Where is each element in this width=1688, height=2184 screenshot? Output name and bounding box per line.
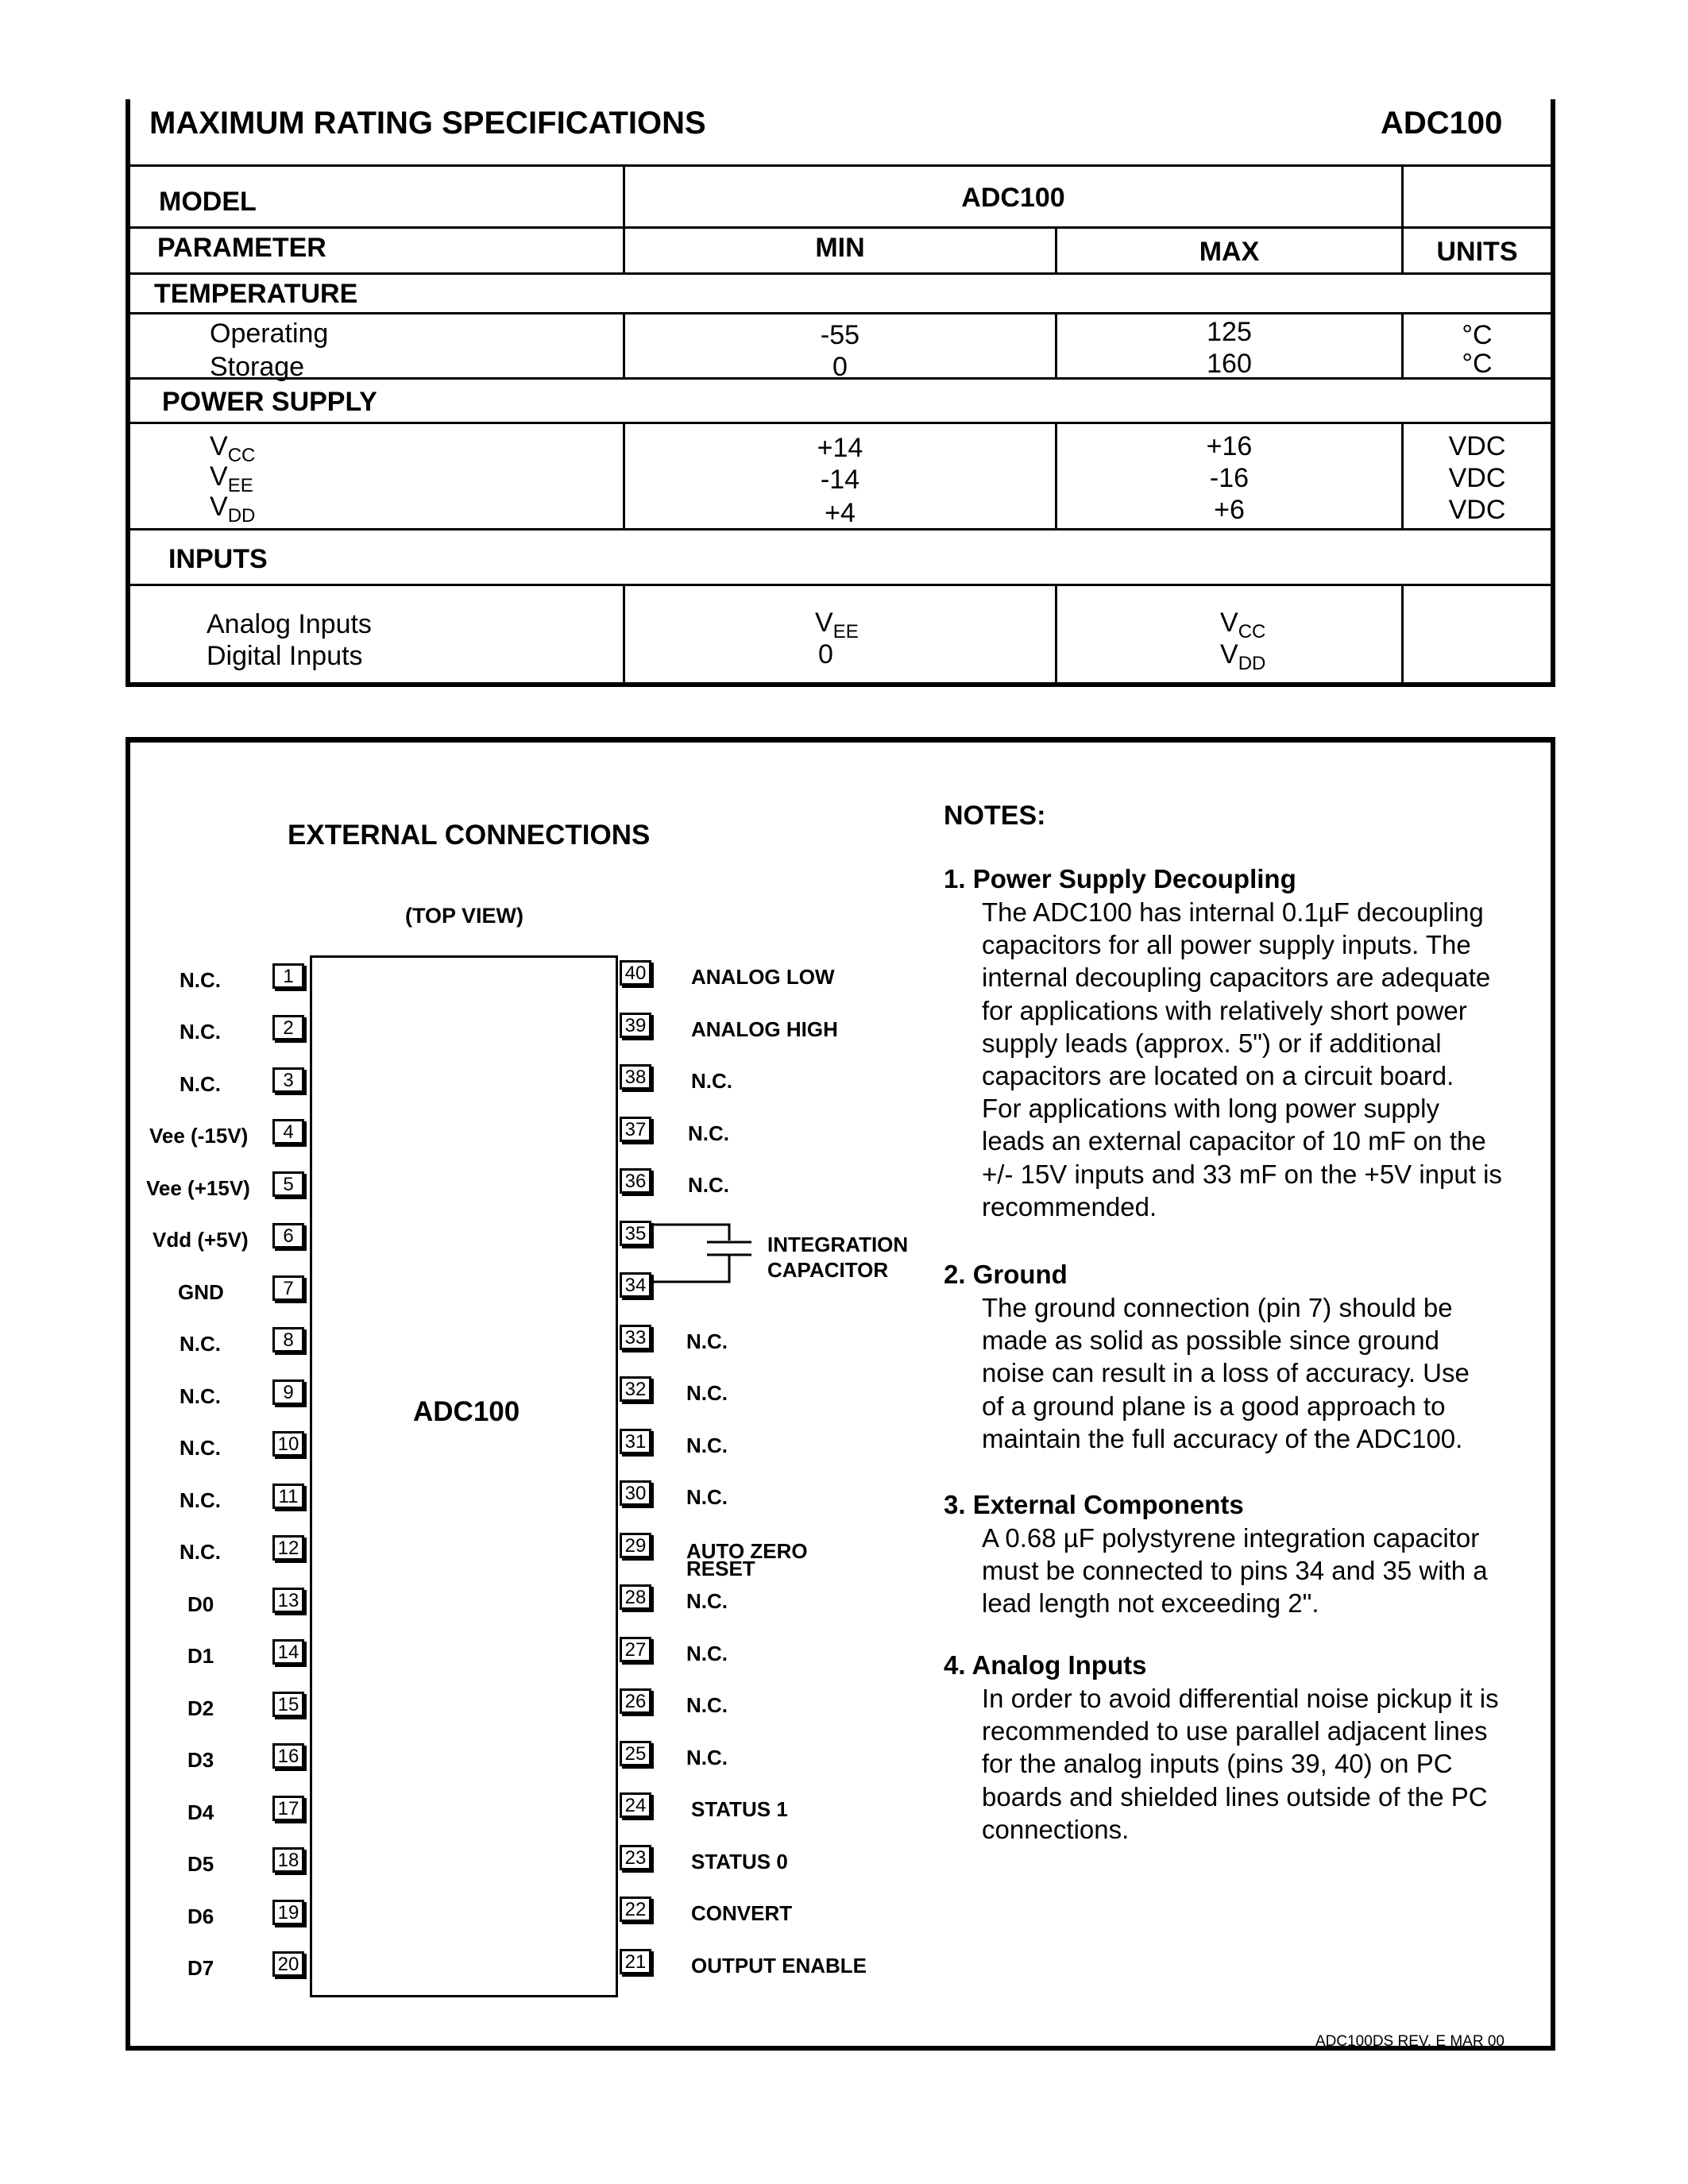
pin-3-label: N.C. <box>180 1072 221 1096</box>
integration-capacitor-symbol <box>651 1215 771 1302</box>
vdd-min: +4 <box>825 498 856 528</box>
pin-21-label: OUTPUT ENABLE <box>691 1954 867 1978</box>
storage-max: 160 <box>1207 349 1252 379</box>
note-4-line: connections. <box>982 1815 1130 1844</box>
pin-36-label: N.C. <box>688 1173 729 1197</box>
note-1-line: for applications with relatively short power <box>982 996 1467 1025</box>
pin-34: 34 <box>620 1272 651 1298</box>
pin-32-label: N.C. <box>686 1381 728 1405</box>
pin-39: 39 <box>620 1013 651 1038</box>
pin-18-label: D5 <box>187 1852 214 1876</box>
note-3-heading: 3. External Components <box>944 1490 1244 1519</box>
vcc-min: +14 <box>817 433 863 463</box>
pin-10: 10 <box>272 1431 304 1457</box>
note-2-heading: 2. Ground <box>944 1260 1068 1289</box>
pin-7-label: GND <box>178 1280 224 1304</box>
pin-10-label: N.C. <box>180 1436 221 1460</box>
note-1-line: +/- 15V inputs and 33 mF on the +5V input is <box>982 1160 1502 1189</box>
note-2-line: noise can result in a loss of accuracy. Use <box>982 1358 1470 1387</box>
col-max: MAX <box>1199 237 1260 267</box>
pin-7: 7 <box>272 1275 304 1301</box>
note-3-line: lead length not exceeding 2". <box>982 1588 1319 1618</box>
note-3-line: A 0.68 µF polystyrene integration capacitor <box>982 1523 1480 1553</box>
pin-16: 16 <box>272 1743 304 1769</box>
note-2-line: maintain the full accuracy of the ADC100. <box>982 1424 1463 1453</box>
note-2-line: made as solid as possible since ground <box>982 1325 1440 1355</box>
digital-inputs-label: Digital Inputs <box>207 641 363 671</box>
row-storage-label: Storage <box>210 352 305 382</box>
note-1-line: capacitors are located on a circuit board. <box>982 1061 1454 1090</box>
pin-40-label: ANALOG LOW <box>691 965 835 989</box>
top-view-label: (TOP VIEW) <box>405 904 524 928</box>
pin-1: 1 <box>272 963 304 989</box>
note-1-heading: 1. Power Supply Decoupling <box>944 864 1296 893</box>
pin-6-label: Vdd (+5V) <box>153 1228 249 1252</box>
note-3-line: must be connected to pins 34 and 35 with a <box>982 1556 1488 1585</box>
operating-min: -55 <box>820 320 860 350</box>
vee-label: $V_{EE}$ <box>210 461 253 496</box>
pin-2-label: N.C. <box>180 1020 221 1044</box>
row-operating-label: Operating <box>210 318 329 349</box>
note-4-heading: 4. Analog Inputs <box>944 1650 1147 1680</box>
pin-29: 29 <box>620 1533 651 1558</box>
pin-12-label: N.C. <box>180 1540 221 1564</box>
note-4-line: In order to avoid differential noise pickup it is <box>982 1684 1499 1713</box>
pin-28-label: N.C. <box>686 1589 728 1613</box>
model-value: ADC100 <box>961 183 1065 213</box>
pin-28: 28 <box>620 1584 651 1610</box>
pin-12: 12 <box>272 1535 304 1561</box>
pin-11-label: N.C. <box>180 1488 221 1512</box>
pin-23-label: STATUS 0 <box>691 1850 788 1873</box>
pin-30-label: N.C. <box>686 1485 728 1509</box>
vdd-units: VDC <box>1448 495 1506 525</box>
section-temperature: TEMPERATURE <box>154 279 358 309</box>
digital-inputs-min: 0 <box>818 639 833 669</box>
pin-18: 18 <box>272 1847 304 1873</box>
section-inputs: INPUTS <box>168 544 268 574</box>
pin-25-label: N.C. <box>686 1746 728 1769</box>
chip-label: ADC100 <box>413 1396 520 1427</box>
pin-31-label: N.C. <box>686 1433 728 1457</box>
pin-13: 13 <box>272 1588 304 1613</box>
analog-inputs-max: $V_{CC}$ <box>1220 608 1266 642</box>
vee-max: -16 <box>1209 463 1250 493</box>
vee-min: -14 <box>820 465 860 495</box>
model-code: ADC100 <box>1381 106 1503 141</box>
pin-8-label: N.C. <box>180 1332 221 1356</box>
pin-23: 23 <box>620 1845 651 1870</box>
operating-units: °C <box>1462 320 1493 350</box>
max-rating-table <box>126 99 1555 687</box>
pin-11: 11 <box>272 1484 304 1509</box>
pin-17: 17 <box>272 1796 304 1821</box>
integration-label: INTEGRATION <box>767 1233 909 1256</box>
pin-29-label-line2: RESET <box>686 1557 755 1580</box>
pin-4-label: Vee (-15V) <box>149 1124 249 1148</box>
note-4-line: for the analog inputs (pins 39, 40) on PC <box>982 1749 1453 1778</box>
pin-17-label: D4 <box>187 1800 214 1824</box>
note-4-line: recommended to use parallel adjacent lines <box>982 1716 1488 1746</box>
pin-26: 26 <box>620 1688 651 1714</box>
pin-37-label: N.C. <box>688 1121 729 1145</box>
pin-38-label: N.C. <box>691 1069 732 1093</box>
pin-33-label: N.C. <box>686 1329 728 1353</box>
pin-6: 6 <box>272 1223 304 1248</box>
pin-21: 21 <box>620 1949 651 1974</box>
page-title: MAXIMUM RATING SPECIFICATIONS <box>149 106 706 141</box>
pin-16-label: D3 <box>187 1748 214 1772</box>
col-min: MIN <box>815 233 865 263</box>
pin-14: 14 <box>272 1639 304 1665</box>
note-1-line: supply leads (approx. 5") or if additional <box>982 1028 1442 1058</box>
pin-24: 24 <box>620 1792 651 1818</box>
notes-title: NOTES: <box>944 801 1046 831</box>
pin-36: 36 <box>620 1168 651 1194</box>
note-1-line: capacitors for all power supply inputs. The <box>982 930 1471 959</box>
pin-3: 3 <box>272 1067 304 1093</box>
connections-title: EXTERNAL CONNECTIONS <box>288 820 651 851</box>
capacitor-label: CAPACITOR <box>767 1258 889 1282</box>
col-units: UNITS <box>1436 237 1518 267</box>
storage-units: °C <box>1462 349 1493 379</box>
pin-40: 40 <box>620 960 651 986</box>
pin-27: 27 <box>620 1637 651 1662</box>
revision-footer: ADC100DS REV. E MAR 00 <box>1315 2033 1505 2050</box>
pin-15-label: D2 <box>187 1696 214 1720</box>
note-1-line: recommended. <box>982 1192 1157 1221</box>
vcc-label: $V_{CC}$ <box>210 431 256 466</box>
note-1-line: leads an external capacitor of 10 mF on the <box>982 1126 1486 1156</box>
digital-inputs-max: $V_{DD}$ <box>1220 639 1266 674</box>
pin-13-label: D0 <box>187 1592 214 1616</box>
pin-27-label: N.C. <box>686 1642 728 1665</box>
pin-9-label: N.C. <box>180 1384 221 1408</box>
pin-5-label: Vee (+15V) <box>146 1176 250 1200</box>
pin-9: 9 <box>272 1379 304 1405</box>
vee-units: VDC <box>1448 463 1506 493</box>
section-power-supply: POWER SUPPLY <box>162 387 377 417</box>
operating-max: 125 <box>1207 317 1252 347</box>
pin-4: 4 <box>272 1119 304 1144</box>
analog-inputs-min: $V_{EE}$ <box>815 608 859 642</box>
pin-30: 30 <box>620 1480 651 1506</box>
pin-26-label: N.C. <box>686 1693 728 1717</box>
pin-35: 35 <box>620 1221 651 1246</box>
pin-22-label: CONVERT <box>691 1901 793 1925</box>
pin-19: 19 <box>272 1900 304 1925</box>
pin-24-label: STATUS 1 <box>691 1797 788 1821</box>
pin-32: 32 <box>620 1376 651 1402</box>
pin-31: 31 <box>620 1429 651 1454</box>
analog-inputs-label: Analog Inputs <box>207 609 372 639</box>
vcc-max: +16 <box>1206 431 1253 461</box>
model-label: MODEL <box>159 187 257 217</box>
note-1-line: The ADC100 has internal 0.1µF decoupling <box>982 897 1484 927</box>
storage-min: 0 <box>832 352 848 382</box>
pin-25: 25 <box>620 1741 651 1766</box>
pin-2: 2 <box>272 1015 304 1040</box>
pin-20: 20 <box>272 1951 304 1977</box>
pin-39-label: ANALOG HIGH <box>691 1017 838 1041</box>
vdd-max: +6 <box>1214 495 1245 525</box>
note-4-line: boards and shielded lines outside of the PC <box>982 1782 1488 1812</box>
note-2-line: The ground connection (pin 7) should be <box>982 1293 1453 1322</box>
pin-8: 8 <box>272 1327 304 1352</box>
pin-1-label: N.C. <box>180 968 221 992</box>
pin-22: 22 <box>620 1897 651 1922</box>
pin-14-label: D1 <box>187 1644 214 1668</box>
pin-33: 33 <box>620 1325 651 1350</box>
chip-body <box>310 955 618 1997</box>
col-parameter: PARAMETER <box>157 233 326 263</box>
note-2-line: of a ground plane is a good approach to <box>982 1391 1446 1421</box>
pin-15: 15 <box>272 1692 304 1717</box>
pin-29-label: AUTO ZERO <box>686 1539 808 1563</box>
pin-37: 37 <box>620 1117 651 1142</box>
note-1-line: internal decoupling capacitors are adequate <box>982 963 1491 992</box>
vdd-label: $V_{DD}$ <box>210 492 256 527</box>
vcc-units: VDC <box>1448 431 1506 461</box>
pin-20-label: D7 <box>187 1956 214 1980</box>
pin-38: 38 <box>620 1064 651 1090</box>
pin-5: 5 <box>272 1171 304 1197</box>
note-1-line: For applications with long power supply <box>982 1094 1439 1123</box>
pin-19-label: D6 <box>187 1904 214 1928</box>
